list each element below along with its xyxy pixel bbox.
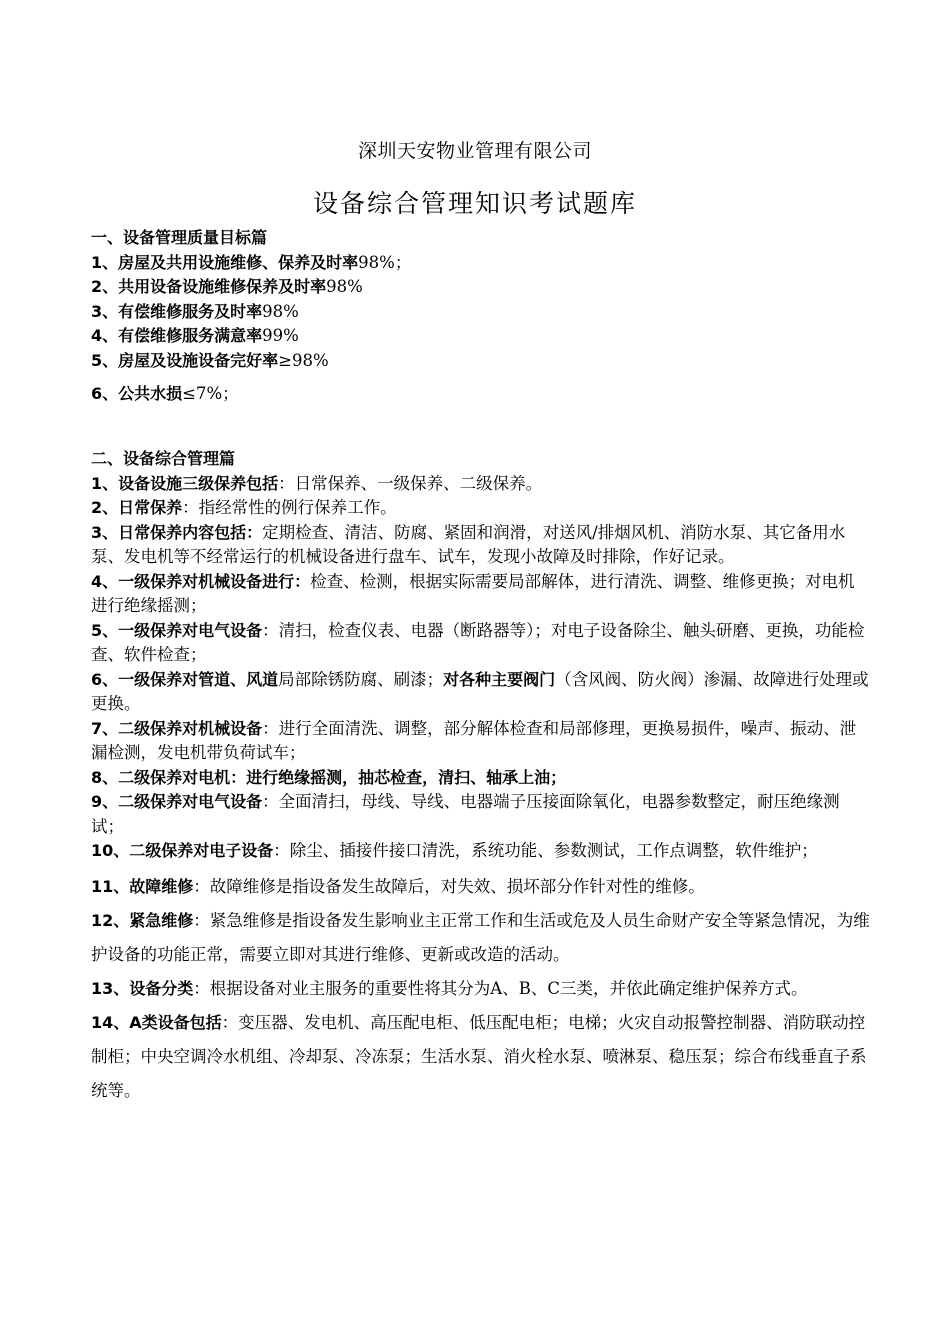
list-item: 10、二级保养对电子设备：除尘、插接件接口清洗，系统功能、参数测试，工作点调整，软件维护； — [91, 841, 818, 860]
list-item: 5、一级保养对电气设备：清扫，检查仪表、电器（断路器等）；对电子设备除尘、触头研磨、更换，功能检查、软件检查； — [91, 620, 865, 664]
target-item: 1、房屋及共用设施维修、保养及时率98%； — [91, 252, 412, 272]
list-item: 7、二级保养对机械设备：进行全面清洗、调整，部分解体检查和局部修理，更换易损件，噪声、振动、泄漏检测，发电机带负荷试车； — [91, 718, 857, 762]
section-heading: 一、设备管理质量目标篇 — [91, 228, 268, 247]
document-body — [91, 226, 871, 1108]
list-item: 11、故障维修：故障维修是指设备发生故障后，对失效、损坏部分作针对性的维修。 — [91, 876, 705, 896]
list-item: 4、一级保养对机械设备进行：检查、检测，根据实际需要局部解体，进行清洗、调整、维修更换；对电机进行绝缘摇测； — [91, 571, 855, 615]
list-item: 2、日常保养：指经常性的例行保养工作。 — [91, 498, 397, 517]
list-item: 12、紧急维修：紧急维修是指设备发生影响业主正常工作和生活或危及人员生命财产安全等紧急情况，为维护设备的功能正常，需要立即对其进行维修、更新或改造的活动。 — [91, 910, 870, 964]
target-item: 2、共用设备设施维修保养及时率98% — [91, 277, 363, 296]
target-item: 5、房屋及设施设备完好率≥98% — [91, 350, 329, 370]
list-item: 13、设备分类：根据设备对业主服务的重要性将其分为A、B、C三类，并依此确定维护保养方式。 — [91, 978, 808, 998]
section-heading: 二、设备综合管理篇 — [91, 449, 236, 468]
company-name: 深圳天安物业管理有限公司 — [357, 140, 592, 162]
list-item: 9、二级保养对电气设备：全面清扫，母线、导线、电器端子压接面除氧化，电器参数整定，耐压绝缘测试； — [91, 792, 840, 836]
target-item: 3、有偿维修服务及时率98% — [91, 301, 299, 321]
document-title: 设备综合管理知识考试题库 — [312, 189, 637, 218]
list-item: 8、二级保养对电机：进行绝缘摇测，抽芯检查，清扫、轴承上油； — [91, 767, 567, 787]
list-item: 6、一级保养对管道、风道局部除锈防腐、刷漆；对各种主要阀门（含风阀、防火阀）渗漏、故障进行处理或更换。 — [91, 669, 869, 713]
list-item: 14、A类设备包括：变压器、发电机、高压配电柜、低压配电柜；电梯；火灾自动报警控制器、消防联动控制柜；中央空调冷水机组、冷却泵、冷冻泵；生活水泵、消火栓水泵、喷淋泵、稳压泵；综合布线垂直子系统等。 — [91, 1012, 867, 1100]
list-item: 1、设备设施三级保养包括：日常保养、一级保养、二级保养。 — [91, 473, 543, 493]
list-item: 3、日常保养内容包括：定期检查、清洁、防腐、紧固和润滑，对送风/排烟风机、消防水泵、其它备用水泵、发电机等不经常运行的机械设备进行盘车、试车，发现小故障及时排除，作好记录。 — [91, 522, 846, 566]
target-item: 4、有偿维修服务满意率99% — [91, 326, 299, 345]
target-item: 6、公共水损≤7%； — [91, 384, 239, 403]
